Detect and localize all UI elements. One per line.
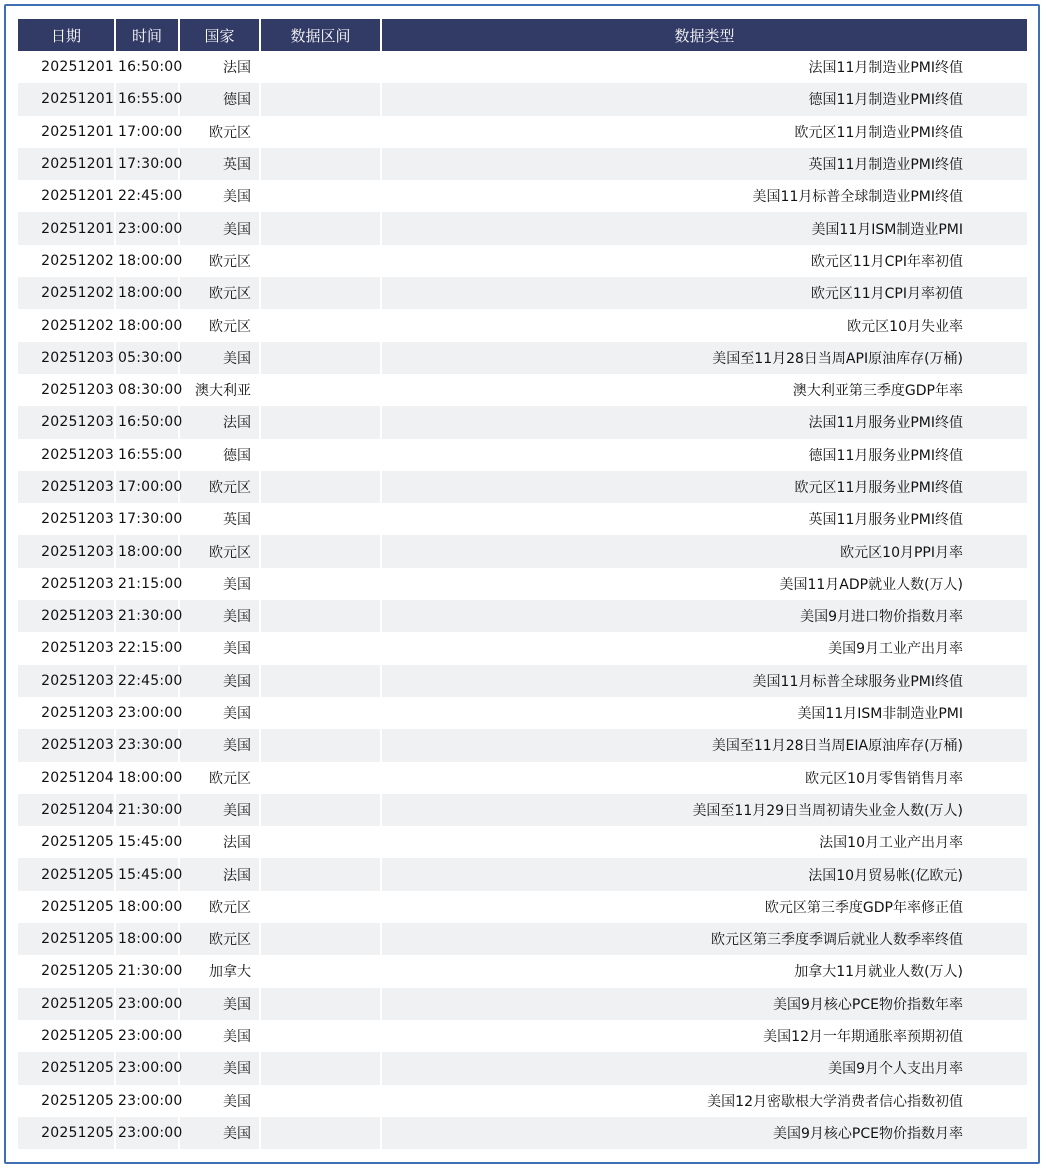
table-row	[18, 729, 1027, 761]
data-type-cell: 德国11月制造业PMI终值	[381, 83, 1027, 115]
data-range-cell	[260, 245, 381, 277]
date-cell: 20251201	[18, 116, 115, 148]
data-type-cell: 欧元区10月失业率	[381, 309, 1027, 341]
time-cell: 21:30:00	[115, 955, 179, 987]
data-range-cell	[260, 697, 381, 729]
data-type-cell: 美国9月进口物价指数月率	[381, 600, 1027, 632]
time-cell: 17:00:00	[115, 116, 179, 148]
time-cell: 23:00:00	[115, 1020, 179, 1052]
header-country: 国家	[179, 19, 260, 51]
table-row	[18, 342, 1027, 374]
table-row	[18, 180, 1027, 212]
table-row	[18, 600, 1027, 632]
table-row	[18, 51, 1027, 83]
date-cell: 20251203	[18, 632, 115, 664]
time-cell: 23:00:00	[115, 1052, 179, 1084]
time-cell: 16:50:00	[115, 406, 179, 438]
data-range-cell	[260, 406, 381, 438]
data-range-cell	[260, 923, 381, 955]
table-row	[18, 762, 1027, 794]
country-cell: 美国	[179, 600, 260, 632]
data-range-cell	[260, 1117, 381, 1149]
country-cell: 美国	[179, 729, 260, 761]
time-cell: 23:00:00	[115, 1117, 179, 1149]
date-cell: 20251203	[18, 665, 115, 697]
time-cell: 21:30:00	[115, 600, 179, 632]
time-cell: 17:00:00	[115, 471, 179, 503]
date-cell: 20251203	[18, 568, 115, 600]
data-type-cell: 欧元区10月零售销售月率	[381, 762, 1027, 794]
date-cell: 20251205	[18, 955, 115, 987]
date-cell: 20251201	[18, 83, 115, 115]
date-cell: 20251202	[18, 309, 115, 341]
country-cell: 英国	[179, 503, 260, 535]
data-range-cell	[260, 116, 381, 148]
data-type-cell: 美国12月一年期通胀率预期初值	[381, 1020, 1027, 1052]
country-cell: 美国	[179, 1085, 260, 1117]
data-range-cell	[260, 180, 381, 212]
table-row	[18, 632, 1027, 664]
country-cell: 欧元区	[179, 245, 260, 277]
header-data-type: 数据类型	[381, 19, 1027, 51]
table-row	[18, 665, 1027, 697]
time-cell: 18:00:00	[115, 245, 179, 277]
country-cell: 法国	[179, 406, 260, 438]
table-row	[18, 439, 1027, 471]
date-cell: 20251205	[18, 826, 115, 858]
time-cell: 17:30:00	[115, 148, 179, 180]
table-row	[18, 1117, 1027, 1149]
data-type-cell: 美国12月密歇根大学消费者信心指数初值	[381, 1085, 1027, 1117]
country-cell: 加拿大	[179, 955, 260, 987]
time-cell: 05:30:00	[115, 342, 179, 374]
data-type-cell: 澳大利亚第三季度GDP年率	[381, 374, 1027, 406]
table-row	[18, 83, 1027, 115]
data-type-cell: 加拿大11月就业人数(万人)	[381, 955, 1027, 987]
date-cell: 20251203	[18, 471, 115, 503]
data-type-cell: 欧元区11月服务业PMI终值	[381, 471, 1027, 503]
header-date: 日期	[18, 19, 115, 51]
country-cell: 法国	[179, 826, 260, 858]
table-row	[18, 471, 1027, 503]
time-cell: 22:45:00	[115, 180, 179, 212]
country-cell: 美国	[179, 180, 260, 212]
data-type-cell: 英国11月服务业PMI终值	[381, 503, 1027, 535]
country-cell: 澳大利亚	[179, 374, 260, 406]
time-cell: 18:00:00	[115, 309, 179, 341]
data-range-cell	[260, 471, 381, 503]
date-cell: 20251204	[18, 762, 115, 794]
table-row	[18, 212, 1027, 244]
data-type-cell: 欧元区11月CPI月率初值	[381, 277, 1027, 309]
country-cell: 法国	[179, 858, 260, 890]
table-row	[18, 374, 1027, 406]
country-cell: 欧元区	[179, 891, 260, 923]
date-cell: 20251203	[18, 439, 115, 471]
date-cell: 20251205	[18, 1085, 115, 1117]
time-cell: 16:55:00	[115, 83, 179, 115]
date-cell: 20251205	[18, 1020, 115, 1052]
date-cell: 20251205	[18, 858, 115, 890]
data-type-cell: 欧元区10月PPI月率	[381, 535, 1027, 567]
table-row	[18, 309, 1027, 341]
time-cell: 16:55:00	[115, 439, 179, 471]
data-range-cell	[260, 503, 381, 535]
table-row	[18, 826, 1027, 858]
data-type-cell: 美国11月ADP就业人数(万人)	[381, 568, 1027, 600]
time-cell: 15:45:00	[115, 858, 179, 890]
data-type-cell: 美国9月核心PCE物价指数年率	[381, 988, 1027, 1020]
country-cell: 美国	[179, 794, 260, 826]
country-cell: 英国	[179, 148, 260, 180]
time-cell: 18:00:00	[115, 277, 179, 309]
time-cell: 15:45:00	[115, 826, 179, 858]
data-range-cell	[260, 535, 381, 567]
country-cell: 欧元区	[179, 116, 260, 148]
data-type-cell: 欧元区11月CPI年率初值	[381, 245, 1027, 277]
time-cell: 23:30:00	[115, 729, 179, 761]
table-row	[18, 1085, 1027, 1117]
data-type-cell: 法国11月服务业PMI终值	[381, 406, 1027, 438]
data-range-cell	[260, 439, 381, 471]
data-range-cell	[260, 1052, 381, 1084]
data-type-cell: 法国10月工业产出月率	[381, 826, 1027, 858]
data-range-cell	[260, 988, 381, 1020]
date-cell: 20251201	[18, 212, 115, 244]
time-cell: 22:15:00	[115, 632, 179, 664]
time-cell: 23:00:00	[115, 212, 179, 244]
data-type-cell: 美国11月标普全球服务业PMI终值	[381, 665, 1027, 697]
table-row	[18, 794, 1027, 826]
data-range-cell	[260, 83, 381, 115]
data-type-cell: 美国9月工业产出月率	[381, 632, 1027, 664]
data-type-cell: 美国至11月28日当周API原油库存(万桶)	[381, 342, 1027, 374]
table-row	[18, 891, 1027, 923]
table-row	[18, 697, 1027, 729]
data-range-cell	[260, 632, 381, 664]
table-row	[18, 245, 1027, 277]
data-type-cell: 法国11月制造业PMI终值	[381, 51, 1027, 83]
data-range-cell	[260, 858, 381, 890]
date-cell: 20251203	[18, 374, 115, 406]
data-range-cell	[260, 1020, 381, 1052]
country-cell: 欧元区	[179, 309, 260, 341]
date-cell: 20251204	[18, 794, 115, 826]
country-cell: 美国	[179, 1117, 260, 1149]
time-cell: 23:00:00	[115, 988, 179, 1020]
country-cell: 欧元区	[179, 923, 260, 955]
data-type-cell: 欧元区11月制造业PMI终值	[381, 116, 1027, 148]
date-cell: 20251203	[18, 406, 115, 438]
time-cell: 22:45:00	[115, 665, 179, 697]
data-type-cell: 欧元区第三季度季调后就业人数季率终值	[381, 923, 1027, 955]
date-cell: 20251202	[18, 245, 115, 277]
country-cell: 美国	[179, 697, 260, 729]
table-row	[18, 955, 1027, 987]
time-cell: 23:00:00	[115, 1085, 179, 1117]
date-cell: 20251203	[18, 697, 115, 729]
date-cell: 20251203	[18, 600, 115, 632]
country-cell: 德国	[179, 439, 260, 471]
date-cell: 20251203	[18, 535, 115, 567]
data-range-cell	[260, 665, 381, 697]
country-cell: 欧元区	[179, 535, 260, 567]
data-type-cell: 德国11月服务业PMI终值	[381, 439, 1027, 471]
data-range-cell	[260, 277, 381, 309]
data-type-cell: 美国11月标普全球制造业PMI终值	[381, 180, 1027, 212]
time-cell: 18:00:00	[115, 535, 179, 567]
data-range-cell	[260, 568, 381, 600]
data-type-cell: 美国9月核心PCE物价指数月率	[381, 1117, 1027, 1149]
data-range-cell	[260, 826, 381, 858]
data-range-cell	[260, 1085, 381, 1117]
time-cell: 21:30:00	[115, 794, 179, 826]
country-cell: 美国	[179, 632, 260, 664]
country-cell: 美国	[179, 568, 260, 600]
country-cell: 美国	[179, 665, 260, 697]
table-row	[18, 923, 1027, 955]
table-row	[18, 503, 1027, 535]
date-cell: 20251205	[18, 1117, 115, 1149]
table-row	[18, 406, 1027, 438]
date-cell: 20251205	[18, 891, 115, 923]
date-cell: 20251203	[18, 342, 115, 374]
table-row	[18, 1020, 1027, 1052]
country-cell: 欧元区	[179, 762, 260, 794]
time-cell: 21:15:00	[115, 568, 179, 600]
data-range-cell	[260, 212, 381, 244]
country-cell: 欧元区	[179, 277, 260, 309]
table-row	[18, 535, 1027, 567]
header-data-range: 数据区间	[260, 19, 381, 51]
table-body	[18, 51, 1027, 1149]
data-type-cell: 美国11月ISM非制造业PMI	[381, 697, 1027, 729]
table-row	[18, 988, 1027, 1020]
table-row	[18, 568, 1027, 600]
country-cell: 德国	[179, 83, 260, 115]
time-cell: 23:00:00	[115, 697, 179, 729]
time-cell: 08:30:00	[115, 374, 179, 406]
data-range-cell	[260, 891, 381, 923]
date-cell: 20251201	[18, 180, 115, 212]
date-cell: 20251201	[18, 148, 115, 180]
data-type-cell: 美国至11月28日当周EIA原油库存(万桶)	[381, 729, 1027, 761]
data-range-cell	[260, 309, 381, 341]
date-cell: 20251203	[18, 503, 115, 535]
date-cell: 20251202	[18, 277, 115, 309]
data-range-cell	[260, 342, 381, 374]
header-time: 时间	[115, 19, 179, 51]
data-range-cell	[260, 955, 381, 987]
table-header	[18, 19, 1027, 51]
data-type-cell: 英国11月制造业PMI终值	[381, 148, 1027, 180]
time-cell: 18:00:00	[115, 762, 179, 794]
header-row	[18, 19, 1027, 51]
table-row	[18, 858, 1027, 890]
data-range-cell	[260, 374, 381, 406]
country-cell: 美国	[179, 342, 260, 374]
country-cell: 美国	[179, 1020, 260, 1052]
time-cell: 16:50:00	[115, 51, 179, 83]
date-cell: 20251203	[18, 729, 115, 761]
time-cell: 18:00:00	[115, 891, 179, 923]
country-cell: 欧元区	[179, 471, 260, 503]
data-range-cell	[260, 762, 381, 794]
time-cell: 18:00:00	[115, 923, 179, 955]
data-range-cell	[260, 51, 381, 83]
data-range-cell	[260, 794, 381, 826]
date-cell: 20251201	[18, 51, 115, 83]
country-cell: 美国	[179, 212, 260, 244]
data-type-cell: 美国11月ISM制造业PMI	[381, 212, 1027, 244]
country-cell: 美国	[179, 1052, 260, 1084]
table-row	[18, 116, 1027, 148]
data-range-cell	[260, 729, 381, 761]
data-type-cell: 法国10月贸易帐(亿欧元)	[381, 858, 1027, 890]
country-cell: 法国	[179, 51, 260, 83]
table-row	[18, 277, 1027, 309]
date-cell: 20251205	[18, 923, 115, 955]
table-row	[18, 148, 1027, 180]
date-cell: 20251205	[18, 988, 115, 1020]
data-type-cell: 美国9月个人支出月率	[381, 1052, 1027, 1084]
table-row	[18, 1052, 1027, 1084]
date-cell: 20251205	[18, 1052, 115, 1084]
data-range-cell	[260, 148, 381, 180]
data-range-cell	[260, 600, 381, 632]
country-cell: 美国	[179, 988, 260, 1020]
economic-calendar-table	[18, 19, 1027, 1149]
data-type-cell: 美国至11月29日当周初请失业金人数(万人)	[381, 794, 1027, 826]
time-cell: 17:30:00	[115, 503, 179, 535]
data-type-cell: 欧元区第三季度GDP年率修正值	[381, 891, 1027, 923]
